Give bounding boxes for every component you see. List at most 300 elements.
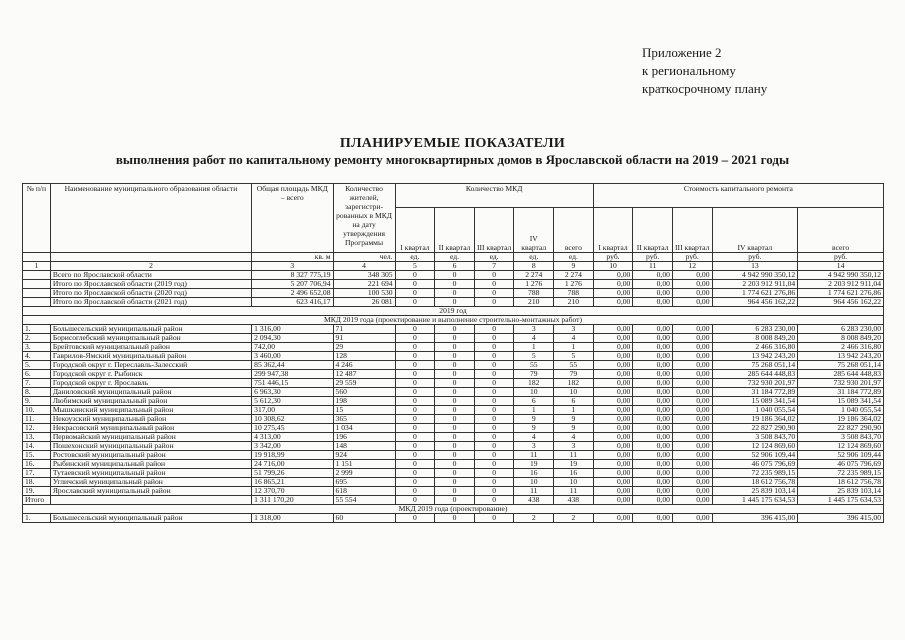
table-row (23, 451, 884, 460)
table-cell: 8 008 849,20 (712, 334, 798, 343)
table-cell: 31 184 772,89 (712, 388, 798, 397)
table-cell: 438 (554, 496, 594, 505)
table-cell: 85 362,44 (252, 361, 333, 370)
table-cell: 695 (333, 478, 395, 487)
header-cost-q2: II квартал (633, 207, 673, 252)
document-subtitle: выполнения работ по капитальному ремонту многоквартирных домов в Ярославской области на 2019 – 2021 годы (115, 152, 790, 167)
table-cell: Большесельский муниципальный район (50, 514, 251, 523)
table-cell: 3 342,00 (252, 442, 333, 451)
table-cell: 0 (474, 343, 514, 352)
unit-ed-1: ед. (395, 253, 435, 262)
table-cell: 25 839 103,14 (712, 487, 798, 496)
table-cell: 0,00 (672, 379, 712, 388)
table-cell: 4 246 (333, 361, 395, 370)
table-cell: 15 089 341,54 (712, 397, 798, 406)
table-row (23, 343, 884, 352)
table-cell: 3. (23, 343, 51, 352)
table-cell: 0,00 (672, 460, 712, 469)
table-cell: 198 (333, 397, 395, 406)
table-cell: 0 (435, 370, 475, 379)
table-cell: 13 942 243,20 (798, 352, 884, 361)
table-cell: 16 (514, 469, 554, 478)
table-cell: 6 963,30 (252, 388, 333, 397)
appendix-note (642, 44, 767, 98)
table-cell: 0,00 (593, 271, 633, 280)
table-cell: 0,00 (593, 298, 633, 307)
table-cell: 0,00 (593, 397, 633, 406)
table-cell: 55 (554, 361, 594, 370)
table-cell: 0 (395, 397, 435, 406)
table-cell: 9 (554, 424, 594, 433)
table-cell: 2 999 (333, 469, 395, 478)
table-cell: 1 318,00 (252, 514, 333, 523)
column-number: 4 (333, 262, 395, 271)
table-cell: 10 (554, 478, 594, 487)
unit-area: кв. м (252, 253, 333, 262)
table-cell: 0,00 (672, 397, 712, 406)
table-cell: 11 (554, 451, 594, 460)
table-cell: Итого по Ярославской области (2020 год) (50, 289, 251, 298)
table-cell: 75 268 051,14 (712, 361, 798, 370)
table-cell: 13. (23, 433, 51, 442)
summary-row (23, 271, 884, 280)
table-cell: 0 (474, 406, 514, 415)
table-cell: 0 (435, 514, 475, 523)
table-cell: 0 (474, 487, 514, 496)
table-cell (50, 496, 251, 505)
table-cell: 79 (514, 370, 554, 379)
table-cell: 9 (514, 424, 554, 433)
table-cell: 0 (395, 451, 435, 460)
table-row (23, 415, 884, 424)
table-cell: 0,00 (593, 334, 633, 343)
header-total: всего (554, 207, 594, 252)
table-row (23, 478, 884, 487)
units-row (23, 253, 884, 262)
table-cell: 0,00 (633, 433, 673, 442)
table-cell: 788 (514, 289, 554, 298)
table-cell: 348 305 (333, 271, 395, 280)
summary-row (23, 280, 884, 289)
table-cell: 1 040 055,54 (712, 406, 798, 415)
table-cell: 6 (554, 397, 594, 406)
table-cell: 5 207 706,94 (252, 280, 333, 289)
table-cell: 148 (333, 442, 395, 451)
table-cell: 1 311 170,20 (252, 496, 333, 505)
header-q4: IV квартал (514, 207, 554, 252)
table-cell: 0,00 (672, 361, 712, 370)
table-cell: Ростовский муниципальный район (50, 451, 251, 460)
table-cell: 1 034 (333, 424, 395, 433)
header-mkd-count: Количество МКД (395, 184, 593, 208)
unit-rub-5: руб. (798, 253, 884, 262)
table-cell: 0 (435, 388, 475, 397)
table-cell: 6 (514, 397, 554, 406)
table-cell: 924 (333, 451, 395, 460)
table-cell: 0,00 (633, 388, 673, 397)
header-q2: II квартал (435, 207, 475, 252)
table-cell: 1 276 (514, 280, 554, 289)
table-cell: 0 (474, 388, 514, 397)
table-cell: 0 (474, 334, 514, 343)
table-cell: 0 (395, 433, 435, 442)
column-number: 6 (435, 262, 475, 271)
table-cell: 0,00 (672, 289, 712, 298)
table-cell: 1 (554, 343, 594, 352)
table-cell: 3 (514, 325, 554, 334)
table-cell: 0,00 (633, 280, 673, 289)
header-cost-q3: III квартал (672, 207, 712, 252)
column-number: 5 (395, 262, 435, 271)
table-cell: 2 466 316,80 (798, 343, 884, 352)
column-number: 2 (50, 262, 251, 271)
table-cell: 52 906 109,44 (798, 451, 884, 460)
table-cell: 4 313,00 (252, 433, 333, 442)
table-cell: 2 274 (554, 271, 594, 280)
table-row (23, 514, 884, 523)
table-cell: Брейтовский муниципальный район (50, 343, 251, 352)
table-cell: 0,00 (633, 496, 673, 505)
table-cell: 0,00 (672, 496, 712, 505)
table-cell: 964 456 162,22 (798, 298, 884, 307)
table-row (23, 460, 884, 469)
table-cell: 0,00 (593, 487, 633, 496)
table-cell: 1 445 175 634,53 (712, 496, 798, 505)
table-cell: 1 (514, 343, 554, 352)
unit-rub-1: руб. (593, 253, 633, 262)
table-cell: 210 (514, 298, 554, 307)
table-cell: 0 (435, 469, 475, 478)
table-cell: 11 (514, 451, 554, 460)
table-cell: 0,00 (633, 289, 673, 298)
table-cell: 0 (395, 271, 435, 280)
section-row-label: МКД 2019 года (проектирование и выполнение строительно-монтажных работ) (23, 316, 884, 325)
table-cell: 10 308,62 (252, 415, 333, 424)
table-cell: 2 274 (514, 271, 554, 280)
table-cell: 732 930 201,97 (712, 379, 798, 388)
table-cell: 0,00 (593, 406, 633, 415)
table-cell: 72 235 989,15 (798, 469, 884, 478)
table-cell: 1 (514, 406, 554, 415)
table-cell: 0 (395, 469, 435, 478)
table-cell: 0 (474, 451, 514, 460)
table-cell: 0,00 (672, 334, 712, 343)
table-cell: 18 612 756,78 (712, 478, 798, 487)
table-row (23, 469, 884, 478)
table-cell: 0,00 (593, 451, 633, 460)
table-cell: 3 508 843,70 (712, 433, 798, 442)
table-cell: 17. (23, 469, 51, 478)
table-cell: 0,00 (633, 334, 673, 343)
table-cell: 0 (474, 496, 514, 505)
table-cell: 25 839 103,14 (798, 487, 884, 496)
column-number: 13 (712, 262, 798, 271)
table-cell: 0,00 (633, 298, 673, 307)
table-cell: 0 (435, 406, 475, 415)
table-cell: 0,00 (672, 469, 712, 478)
table-cell: 3 (554, 442, 594, 451)
column-number: 8 (514, 262, 554, 271)
table-cell: 221 694 (333, 280, 395, 289)
table-row (23, 352, 884, 361)
table-cell: 1 151 (333, 460, 395, 469)
table-cell: Любимский муниципальный район (50, 397, 251, 406)
table-cell (23, 271, 51, 280)
table-cell: 2. (23, 334, 51, 343)
table-cell: 15. (23, 451, 51, 460)
table-cell: 0 (395, 379, 435, 388)
table-cell: 60 (333, 514, 395, 523)
table-cell: 0 (474, 433, 514, 442)
table-cell: 3 (554, 325, 594, 334)
table-cell: 0 (435, 433, 475, 442)
table-cell: 0,00 (672, 271, 712, 280)
table-cell: 0 (435, 334, 475, 343)
column-number: 7 (474, 262, 514, 271)
section-row-label: МКД 2019 года (проектирование) (23, 505, 884, 514)
table-cell: 0,00 (593, 460, 633, 469)
table-cell: 0,00 (593, 325, 633, 334)
table-cell: 51 799,26 (252, 469, 333, 478)
table-cell: 396 415,00 (798, 514, 884, 523)
table-cell: 0 (435, 352, 475, 361)
table-cell: 182 (554, 379, 594, 388)
table-cell: Даниловский муниципальный район (50, 388, 251, 397)
table-cell: 0,00 (672, 388, 712, 397)
table-cell: Гаврилов-Ямский муниципальный район (50, 352, 251, 361)
unit-rub-2: руб. (633, 253, 673, 262)
table-cell: Некоузский муниципальный район (50, 415, 251, 424)
table-cell: 0,00 (672, 478, 712, 487)
header-q1: I квартал (395, 207, 435, 252)
table-cell: 22 827 290,90 (798, 424, 884, 433)
table-cell: 0,00 (633, 451, 673, 460)
header-area: Общая площадь МКД – всего (252, 184, 333, 253)
table-cell: 0,00 (672, 298, 712, 307)
table-cell: 4 942 990 350,12 (798, 271, 884, 280)
table-cell: 0 (474, 280, 514, 289)
header-cost-q1: I квартал (593, 207, 633, 252)
table-cell: 210 (554, 298, 594, 307)
unit-ed-3: ед. (474, 253, 514, 262)
table-cell: 0 (395, 388, 435, 397)
table-cell: 0,00 (672, 424, 712, 433)
section-row (23, 505, 884, 514)
table-cell: 742,00 (252, 343, 333, 352)
table-cell: 182 (514, 379, 554, 388)
table-cell: 0,00 (672, 487, 712, 496)
table-cell: 0,00 (672, 442, 712, 451)
table-cell: 4 942 990 350,12 (712, 271, 798, 280)
table-cell: 0,00 (672, 343, 712, 352)
table-cell: 0,00 (593, 514, 633, 523)
table-cell: 0 (435, 361, 475, 370)
indicators-table (22, 183, 884, 523)
table-cell: 5 (514, 352, 554, 361)
table-cell: 0,00 (672, 352, 712, 361)
table-cell: Ярославский муниципальный район (50, 487, 251, 496)
table-cell: 0,00 (593, 496, 633, 505)
table-cell: 8. (23, 388, 51, 397)
column-number: 3 (252, 262, 333, 271)
table-cell: 0 (395, 487, 435, 496)
table-cell: 0 (474, 325, 514, 334)
table-cell: 0,00 (633, 379, 673, 388)
table-cell: 2 (554, 514, 594, 523)
table-cell: 299 947,38 (252, 370, 333, 379)
document-title: ПЛАНИРУЕМЫЕ ПОКАЗАТЕЛИ (339, 136, 566, 151)
table-cell: Большесельский муниципальный район (50, 325, 251, 334)
table-cell: 10 (514, 388, 554, 397)
table-cell: 6. (23, 370, 51, 379)
table-cell: 618 (333, 487, 395, 496)
table-cell: 8 008 849,20 (798, 334, 884, 343)
table-cell: 0 (435, 496, 475, 505)
table-cell: 0,00 (593, 379, 633, 388)
table-cell: 0 (474, 361, 514, 370)
table-cell: 0,00 (593, 343, 633, 352)
table-cell: 0,00 (593, 280, 633, 289)
table-cell: 285 644 448,83 (798, 370, 884, 379)
table-cell: 0 (395, 298, 435, 307)
table-cell: 12. (23, 424, 51, 433)
table-cell: 0,00 (593, 469, 633, 478)
table-cell: 10 275,45 (252, 424, 333, 433)
table-cell: 0 (395, 496, 435, 505)
table-cell: 0 (395, 361, 435, 370)
table-cell: 46 075 796,69 (712, 460, 798, 469)
table-cell: 55 554 (333, 496, 395, 505)
table-cell: 0 (474, 442, 514, 451)
table-cell: 12 370,70 (252, 487, 333, 496)
table-cell (23, 289, 51, 298)
header-q3: III квартал (474, 207, 514, 252)
table-cell: 0,00 (633, 469, 673, 478)
table-cell: 0 (395, 343, 435, 352)
table-cell: 1 774 621 276,86 (798, 289, 884, 298)
table-cell (23, 298, 51, 307)
year-row-label: 2019 год (23, 307, 884, 316)
table-cell: 0,00 (672, 451, 712, 460)
table-cell: 0 (474, 298, 514, 307)
table-cell: 0 (395, 514, 435, 523)
table-cell: Городской округ г. Переславль-Залесский (50, 361, 251, 370)
appendix-line-2: к региональному (642, 63, 736, 78)
table-cell: 5 612,30 (252, 397, 333, 406)
table-cell: 55 (514, 361, 554, 370)
table-cell: 0,00 (593, 289, 633, 298)
table-cell: Некрасовский муниципальный район (50, 424, 251, 433)
table-cell: Городской округ г. Ярославль (50, 379, 251, 388)
table-cell: 0,00 (593, 478, 633, 487)
column-number: 10 (593, 262, 633, 271)
summary-row (23, 289, 884, 298)
table-cell: 19 (554, 460, 594, 469)
table-cell: 9. (23, 397, 51, 406)
table-cell: 964 456 162,22 (712, 298, 798, 307)
table-cell: Итого по Ярославской области (2021 год) (50, 298, 251, 307)
table-cell: 79 (554, 370, 594, 379)
table-cell: 91 (333, 334, 395, 343)
table-cell: 18. (23, 478, 51, 487)
table-cell (23, 280, 51, 289)
table-cell: 0 (395, 334, 435, 343)
table-cell: 5. (23, 361, 51, 370)
table-cell: 0 (474, 514, 514, 523)
table-cell: 1 040 055,54 (798, 406, 884, 415)
table-cell: 16. (23, 460, 51, 469)
section-row (23, 316, 884, 325)
table-cell: 0,00 (593, 442, 633, 451)
table-cell: 0,00 (593, 352, 633, 361)
table-cell: 3 460,00 (252, 352, 333, 361)
table-cell: 19. (23, 487, 51, 496)
table-cell: 15 (333, 406, 395, 415)
table-cell: 0,00 (633, 442, 673, 451)
table-cell: 0,00 (633, 514, 673, 523)
summary-row (23, 298, 884, 307)
table-cell: 1 774 621 276,86 (712, 289, 798, 298)
table-cell: 0,00 (633, 478, 673, 487)
table-cell: 0,00 (593, 415, 633, 424)
table-cell: 4 (554, 334, 594, 343)
table-cell: Пошехонский муниципальный район (50, 442, 251, 451)
table-cell: 0,00 (633, 460, 673, 469)
table-cell: 46 075 796,69 (798, 460, 884, 469)
table-row (23, 334, 884, 343)
table-cell: 12 487 (333, 370, 395, 379)
table-cell: 71 (333, 325, 395, 334)
table-cell: 0 (435, 271, 475, 280)
table-cell: 0,00 (633, 370, 673, 379)
table-cell: 4 (514, 433, 554, 442)
table-cell: 8 327 775,19 (252, 271, 333, 280)
column-number: 1 (23, 262, 51, 271)
table-cell: 0,00 (593, 370, 633, 379)
table-cell: 0 (474, 424, 514, 433)
unit-empty-2 (50, 253, 251, 262)
table-cell: 0 (395, 442, 435, 451)
table-cell: 9 (514, 415, 554, 424)
table-cell: 0 (395, 325, 435, 334)
table-cell: 3 508 843,70 (798, 433, 884, 442)
table-cell: 2 203 912 911,04 (798, 280, 884, 289)
unit-empty-1 (23, 253, 51, 262)
table-cell: 623 416,17 (252, 298, 333, 307)
table-cell: 128 (333, 352, 395, 361)
table-cell: 196 (333, 433, 395, 442)
table-cell: 0,00 (633, 415, 673, 424)
table-cell: 0,00 (672, 280, 712, 289)
table-cell: 10 (554, 388, 594, 397)
table-cell: 0 (474, 415, 514, 424)
table-row (23, 325, 884, 334)
table-cell: 100 530 (333, 289, 395, 298)
column-number: 14 (798, 262, 884, 271)
appendix-line-1: Приложение 2 (642, 45, 722, 60)
table-cell: Итого по Ярославской области (2019 год) (50, 280, 251, 289)
table-cell: 0 (395, 406, 435, 415)
table-cell: 2 094,30 (252, 334, 333, 343)
table-cell: 4 (554, 433, 594, 442)
table-cell: 317,00 (252, 406, 333, 415)
table-cell: 0,00 (672, 514, 712, 523)
table-cell: 751 446,15 (252, 379, 333, 388)
table-cell: 29 559 (333, 379, 395, 388)
table-cell: 0 (395, 352, 435, 361)
table-cell: 0 (395, 370, 435, 379)
table-cell: 0,00 (593, 361, 633, 370)
